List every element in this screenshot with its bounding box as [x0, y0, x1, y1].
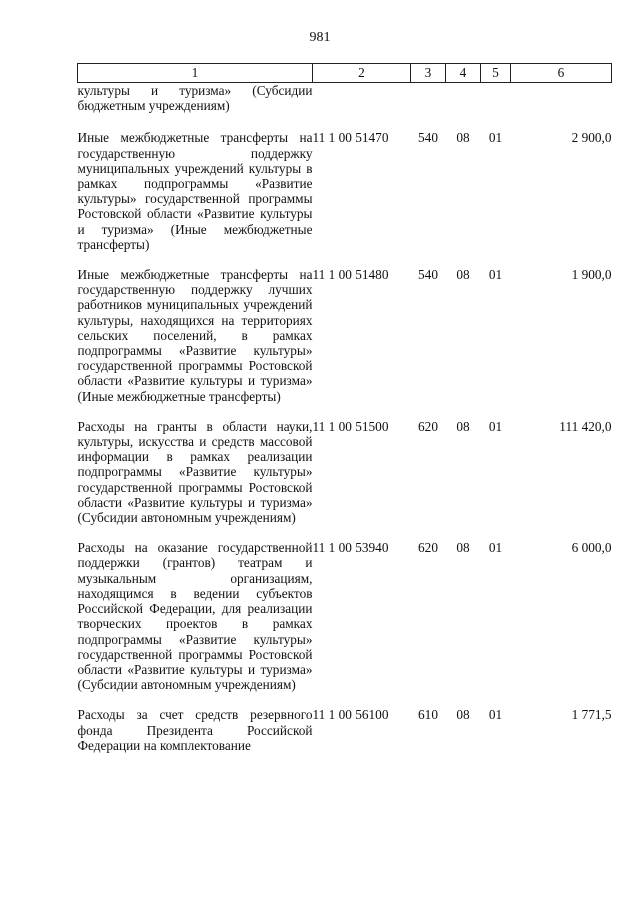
row-col-3: 620	[418, 418, 438, 434]
header-col-6: 6	[511, 64, 612, 83]
row-code: 11 1 00 51470	[312, 130, 389, 146]
header-col-3: 3	[411, 64, 446, 83]
row-col-4: 08	[456, 267, 470, 283]
row-code: 11 1 00 51500	[312, 418, 389, 434]
row-description: Расходы за счет средств резервного фонда Президента Российской Федерации на комплектование	[77, 707, 313, 753]
row-col-4: 08	[456, 418, 470, 434]
header-col-2: 2	[313, 64, 411, 83]
row-col-5	[481, 83, 511, 131]
row-col-3: 540	[418, 267, 438, 283]
table-row	[78, 130, 612, 267]
table-row	[78, 267, 612, 419]
row-code: 11 1 00 56100	[312, 707, 389, 723]
header-col-4: 4	[446, 64, 481, 83]
table-row	[78, 83, 612, 131]
row-description: Расходы на оказание государственной поддержки (грантов) театрам и музыкальным организациям, находящимся в ведении субъектов Российской Федерации, для реализации творческих проектов в рамках подпрограммы «Развитие культуры» государственной программы Ростовской области «Развитие культуры и туризма» (Субсидии автономным учреждениям)	[77, 540, 313, 693]
row-description: культуры и туризма» (Субсидии бюджетным учреждениям)	[77, 83, 313, 114]
row-col-3: 540	[418, 130, 438, 146]
header-col-5: 5	[481, 64, 511, 83]
row-col-5: 01	[488, 707, 503, 723]
row-code	[313, 83, 411, 131]
row-col-5: 01	[488, 130, 503, 146]
header-col-1: 1	[78, 64, 313, 83]
row-amount: 1 771,5	[571, 707, 612, 723]
row-description: Расходы на гранты в области науки, культуры, искусства и средств массовой информации в рамках реализации подпрограммы «Развитие культуры» государственной программы Ростовской области «Развитие культуры и туризма» (Субсидии автономным учреждениям)	[77, 418, 313, 526]
table-body	[78, 83, 612, 753]
row-code: 11 1 00 51480	[312, 267, 389, 283]
row-col-4	[446, 83, 481, 131]
row-col-4: 08	[456, 707, 470, 723]
row-col-3: 620	[418, 540, 438, 556]
row-col-5: 01	[488, 418, 503, 434]
row-col-3: 610	[418, 707, 438, 723]
page-number: 981	[309, 30, 331, 45]
table-row	[78, 707, 612, 753]
row-col-5: 01	[488, 540, 503, 556]
budget-table	[77, 63, 612, 753]
row-amount: 2 900,0	[571, 130, 612, 146]
row-amount	[511, 83, 612, 131]
row-amount: 1 900,0	[571, 267, 612, 283]
row-col-4: 08	[456, 130, 470, 146]
row-col-5: 01	[488, 267, 503, 283]
table-row	[78, 540, 612, 707]
header-row	[78, 64, 612, 83]
row-amount: 6 000,0	[571, 540, 612, 556]
row-description: Иные межбюджетные трансферты на государственную поддержку лучших работников муниципальных учреждений культуры, находящихся на территориях сельских поселений, в рамках подпрограммы «Развитие культуры» государственной программы Ростовской области «Развитие культуры и туризма» (Иные межбюджетные трансферты)	[77, 267, 313, 404]
table-row	[78, 419, 612, 540]
table-header	[78, 64, 612, 83]
row-description: Иные межбюджетные трансферты на государственную поддержку муниципальных учреждений культуры в рамках подпрограммы «Развитие культуры» государственной программы Ростовской области «Развитие культуры и туризма» (Иные межбюджетные трансферты)	[77, 130, 313, 252]
row-col-4: 08	[456, 540, 470, 556]
row-amount: 111 420,0	[559, 418, 612, 434]
row-code: 11 1 00 53940	[312, 540, 389, 556]
row-col-3	[411, 83, 446, 131]
